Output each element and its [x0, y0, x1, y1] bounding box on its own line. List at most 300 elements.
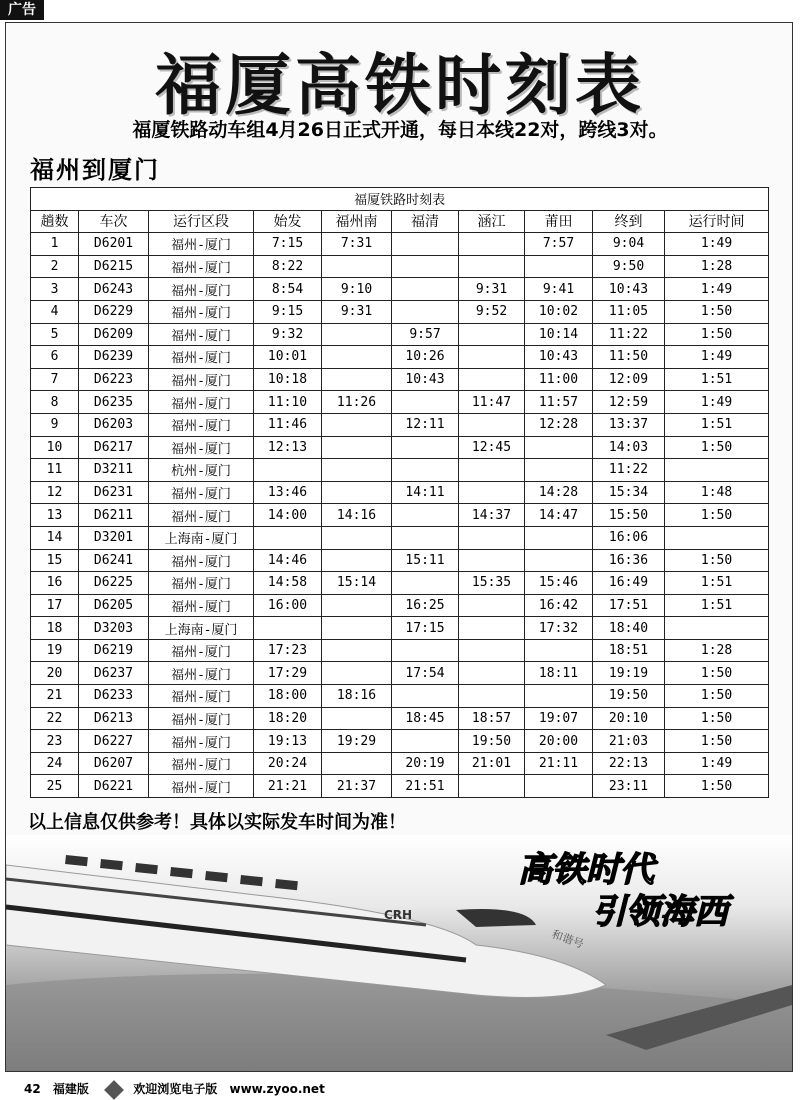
table-cell [525, 549, 593, 572]
table-cell: 11:50 [593, 346, 665, 369]
table-cell: 18:00 [254, 685, 322, 708]
table-cell: 20:00 [525, 730, 593, 753]
table-cell: 14:11 [392, 481, 459, 504]
table-cell: 1:50 [665, 707, 769, 730]
table-cell: 福州-厦门 [149, 707, 254, 730]
table-cell [459, 233, 525, 256]
table-row [31, 255, 769, 278]
table-cell [459, 594, 525, 617]
table-cell [392, 436, 459, 459]
table-cell: 11:05 [593, 300, 665, 323]
table-cell [459, 323, 525, 346]
table-cell: 福州-厦门 [149, 639, 254, 662]
table-cell: 19:13 [254, 730, 322, 753]
table-cell: 8:22 [254, 255, 322, 278]
table-cell: 9:50 [593, 255, 665, 278]
table-cell [392, 255, 459, 278]
table-cell: 17:29 [254, 662, 322, 685]
table-cell [322, 413, 392, 436]
table-cell: 17:54 [392, 662, 459, 685]
table-cell: 14:28 [525, 481, 593, 504]
table-cell: 1:51 [665, 413, 769, 436]
table-cell: 23:11 [593, 775, 665, 798]
table-cell: 14:46 [254, 549, 322, 572]
table-row [31, 459, 769, 482]
table-cell: 14:03 [593, 436, 665, 459]
table-cell: 13:37 [593, 413, 665, 436]
table-cell [254, 526, 322, 549]
table-cell: 10 [31, 436, 79, 459]
column-header: 运行时间 [665, 210, 769, 233]
table-cell: 16:36 [593, 549, 665, 572]
table-cell: 11 [31, 459, 79, 482]
table-cell: 1:48 [665, 481, 769, 504]
table-cell [392, 639, 459, 662]
table-cell: 11:10 [254, 391, 322, 414]
table-cell: 10:01 [254, 346, 322, 369]
table-cell: 1:50 [665, 504, 769, 527]
table-cell: 12:59 [593, 391, 665, 414]
table-cell [392, 459, 459, 482]
table-cell: 21:21 [254, 775, 322, 798]
table-cell: 15 [31, 549, 79, 572]
table-cell: 9:32 [254, 323, 322, 346]
table-cell: 22:13 [593, 752, 665, 775]
table-cell: 福州-厦门 [149, 346, 254, 369]
table-cell [322, 662, 392, 685]
table-cell: 福州-厦门 [149, 752, 254, 775]
page-footer [24, 1080, 333, 1097]
table-cell [392, 504, 459, 527]
table-row [31, 391, 769, 414]
table-row [31, 526, 769, 549]
section-heading: 福州到厦门 [30, 156, 160, 184]
table-cell: 1:28 [665, 255, 769, 278]
table-cell [525, 639, 593, 662]
table-cell [459, 549, 525, 572]
table-cell: 9:04 [593, 233, 665, 256]
table-cell: 8:54 [254, 278, 322, 301]
table-cell [525, 459, 593, 482]
table-cell: 12:09 [593, 368, 665, 391]
table-cell: 7 [31, 368, 79, 391]
welcome-text: 欢迎浏览电子版 [133, 1082, 218, 1096]
table-cell: D6211 [79, 504, 149, 527]
column-header: 涵江 [459, 210, 525, 233]
table-row [31, 685, 769, 708]
table-cell: 15:46 [525, 572, 593, 595]
table-cell: 福州-厦门 [149, 436, 254, 459]
table-cell: 17:51 [593, 594, 665, 617]
table-cell: 2 [31, 255, 79, 278]
table-cell: 14:47 [525, 504, 593, 527]
column-header: 运行区段 [149, 210, 254, 233]
table-cell: 福州-厦门 [149, 278, 254, 301]
table-cell: 1:50 [665, 300, 769, 323]
table-cell: 16:06 [593, 526, 665, 549]
table-cell: 福州-厦门 [149, 549, 254, 572]
table-cell: 20:24 [254, 752, 322, 775]
table-cell: 福州-厦门 [149, 300, 254, 323]
table-cell: 15:50 [593, 504, 665, 527]
table-cell: 4 [31, 300, 79, 323]
train-photo [6, 835, 792, 1071]
table-caption: 福厦铁路时刻表 [31, 188, 769, 211]
table-cell [459, 617, 525, 640]
table-cell [392, 572, 459, 595]
table-cell: D6209 [79, 323, 149, 346]
table-cell: 9:15 [254, 300, 322, 323]
table-cell: 17:23 [254, 639, 322, 662]
table-cell: 11:46 [254, 413, 322, 436]
table-cell: 7:15 [254, 233, 322, 256]
table-cell [665, 459, 769, 482]
table-cell: D6215 [79, 255, 149, 278]
table-row [31, 346, 769, 369]
table-cell: 9 [31, 413, 79, 436]
table-cell [322, 323, 392, 346]
table-cell: 3 [31, 278, 79, 301]
table-cell: 1:49 [665, 278, 769, 301]
table-cell: 9:31 [322, 300, 392, 323]
table-cell: D6241 [79, 549, 149, 572]
table-cell: 22 [31, 707, 79, 730]
table-cell [392, 730, 459, 753]
table-cell: 10:14 [525, 323, 593, 346]
table-cell: 21:01 [459, 752, 525, 775]
table-cell: 9:57 [392, 323, 459, 346]
table-cell [322, 752, 392, 775]
table-cell [665, 617, 769, 640]
table-cell: D6225 [79, 572, 149, 595]
table-cell: 10:02 [525, 300, 593, 323]
table-cell: 上海南-厦门 [149, 526, 254, 549]
table-cell [525, 255, 593, 278]
table-cell [525, 436, 593, 459]
table-cell: 16:00 [254, 594, 322, 617]
table-cell: D6213 [79, 707, 149, 730]
table-cell: D6203 [79, 413, 149, 436]
table-cell: 13 [31, 504, 79, 527]
table-cell: 19:19 [593, 662, 665, 685]
page-title: 福厦高铁时刻表 [155, 46, 645, 124]
table-cell: 16:49 [593, 572, 665, 595]
table-cell [322, 346, 392, 369]
table-cell: D3201 [79, 526, 149, 549]
table-cell [459, 526, 525, 549]
table-cell: 1:49 [665, 346, 769, 369]
table-cell: 1:49 [665, 391, 769, 414]
table-cell: 1:50 [665, 323, 769, 346]
table-cell [392, 526, 459, 549]
table-cell: D6233 [79, 685, 149, 708]
table-row [31, 413, 769, 436]
table-cell: 上海南-厦门 [149, 617, 254, 640]
table-cell: 12:11 [392, 413, 459, 436]
table-cell: 18:57 [459, 707, 525, 730]
table-cell: 18 [31, 617, 79, 640]
table-cell [322, 526, 392, 549]
table-row [31, 639, 769, 662]
table-row [31, 730, 769, 753]
table-cell: 11:22 [593, 323, 665, 346]
table-cell [322, 594, 392, 617]
table-cell: 18:11 [525, 662, 593, 685]
table-cell: 14:16 [322, 504, 392, 527]
table-cell: 6 [31, 346, 79, 369]
table-cell: 5 [31, 323, 79, 346]
train-badge: CRH [384, 908, 413, 922]
table-cell: 福州-厦门 [149, 662, 254, 685]
table-cell: 23 [31, 730, 79, 753]
table-cell [392, 300, 459, 323]
table-row [31, 662, 769, 685]
table-cell: 19:07 [525, 707, 593, 730]
table-cell [322, 436, 392, 459]
table-cell: 16:42 [525, 594, 593, 617]
table-cell: 9:41 [525, 278, 593, 301]
table-cell [392, 391, 459, 414]
table-cell: 1:49 [665, 233, 769, 256]
table-cell: 19:50 [459, 730, 525, 753]
table-cell: 7:31 [322, 233, 392, 256]
table-cell: 福州-厦门 [149, 504, 254, 527]
table-cell: 17 [31, 594, 79, 617]
table-row [31, 481, 769, 504]
table-cell [459, 481, 525, 504]
table-cell [459, 775, 525, 798]
table-cell: 25 [31, 775, 79, 798]
timetable [30, 187, 768, 798]
table-cell: 24 [31, 752, 79, 775]
table-cell [322, 459, 392, 482]
table-cell: 1:51 [665, 594, 769, 617]
table-cell: 1:49 [665, 752, 769, 775]
table-cell: 11:57 [525, 391, 593, 414]
table-cell [459, 459, 525, 482]
table-cell: 21:37 [322, 775, 392, 798]
table-cell: 9:52 [459, 300, 525, 323]
table-cell: 杭州-厦门 [149, 459, 254, 482]
table-cell: D6243 [79, 278, 149, 301]
table-cell: 9:10 [322, 278, 392, 301]
table-row [31, 278, 769, 301]
publisher-logo-icon [104, 1080, 124, 1100]
table-cell: 福州-厦门 [149, 685, 254, 708]
table-cell: 9:31 [459, 278, 525, 301]
table-cell: 14:58 [254, 572, 322, 595]
table-cell: 11:00 [525, 368, 593, 391]
table-cell: 11:26 [322, 391, 392, 414]
table-row [31, 233, 769, 256]
table-cell: 21:03 [593, 730, 665, 753]
table-cell: 15:14 [322, 572, 392, 595]
table-cell: 10:43 [525, 346, 593, 369]
page-number: 42 [24, 1082, 41, 1096]
table-cell: 福州-厦门 [149, 572, 254, 595]
table-cell [392, 278, 459, 301]
table-cell: D6231 [79, 481, 149, 504]
table-cell: D3211 [79, 459, 149, 482]
table-cell: 19:50 [593, 685, 665, 708]
table-row [31, 617, 769, 640]
table-cell: D6207 [79, 752, 149, 775]
table-cell [322, 617, 392, 640]
table-cell [459, 346, 525, 369]
table-cell: 10:43 [392, 368, 459, 391]
table-cell: 福州-厦门 [149, 368, 254, 391]
table-cell: 15:34 [593, 481, 665, 504]
table-cell: 15:35 [459, 572, 525, 595]
table-header-row [31, 210, 769, 233]
train-name: 和谐号 [549, 927, 586, 952]
table-row [31, 323, 769, 346]
table-cell: 10:43 [593, 278, 665, 301]
table-cell: 1:50 [665, 662, 769, 685]
table-cell: 1:50 [665, 685, 769, 708]
table-cell: D3203 [79, 617, 149, 640]
table-cell: D6217 [79, 436, 149, 459]
table-cell: 19 [31, 639, 79, 662]
table-cell: 17:15 [392, 617, 459, 640]
table-row [31, 368, 769, 391]
table-cell: 16 [31, 572, 79, 595]
table-cell: 福州-厦门 [149, 594, 254, 617]
edition-label: 福建版 [52, 1082, 89, 1096]
column-header: 福清 [392, 210, 459, 233]
table-row [31, 504, 769, 527]
table-cell: 20:19 [392, 752, 459, 775]
table-cell [525, 685, 593, 708]
column-header: 车次 [79, 210, 149, 233]
table-cell: 1 [31, 233, 79, 256]
disclaimer-note: 以上信息仅供参考！具体以实际发车时间为准！ [28, 812, 406, 833]
table-row [31, 775, 769, 798]
table-cell: D6237 [79, 662, 149, 685]
table-cell: 福州-厦门 [149, 481, 254, 504]
table-cell: 19:29 [322, 730, 392, 753]
table-cell: 18:40 [593, 617, 665, 640]
table-cell: 18:16 [322, 685, 392, 708]
table-cell: D6223 [79, 368, 149, 391]
slogan-line-2: 引领海西 [592, 892, 728, 932]
table-cell [322, 549, 392, 572]
subtitle: 福厦铁路动车组4月26日正式开通，每日本线22对，跨线3对。 [132, 119, 668, 141]
table-cell [322, 368, 392, 391]
table-cell: 福州-厦门 [149, 391, 254, 414]
column-header: 莆田 [525, 210, 593, 233]
table-cell: 10:26 [392, 346, 459, 369]
table-cell: 福州-厦门 [149, 730, 254, 753]
table-cell: 福州-厦门 [149, 413, 254, 436]
column-header: 始发 [254, 210, 322, 233]
table-cell: 20:10 [593, 707, 665, 730]
column-header: 趟数 [31, 210, 79, 233]
table-cell [392, 685, 459, 708]
table-cell [459, 662, 525, 685]
table-cell: 1:50 [665, 730, 769, 753]
table-cell: 21:11 [525, 752, 593, 775]
table-cell: 1:50 [665, 436, 769, 459]
table-cell: 福州-厦门 [149, 323, 254, 346]
column-header: 终到 [593, 210, 665, 233]
table-cell: 福州-厦门 [149, 255, 254, 278]
table-cell: D6227 [79, 730, 149, 753]
table-cell: D6221 [79, 775, 149, 798]
table-cell: 12:13 [254, 436, 322, 459]
table-cell: 18:45 [392, 707, 459, 730]
table-cell: 福州-厦门 [149, 233, 254, 256]
ad-tag: 广告 [0, 0, 44, 20]
table-cell: D6205 [79, 594, 149, 617]
slogan-line-1: 高铁时代 [518, 850, 654, 890]
table-cell: D6219 [79, 639, 149, 662]
table-row [31, 549, 769, 572]
table-cell: 11:47 [459, 391, 525, 414]
table-cell [459, 639, 525, 662]
column-header: 福州南 [322, 210, 392, 233]
table-cell: D6229 [79, 300, 149, 323]
table-cell [525, 775, 593, 798]
table-cell: 14:00 [254, 504, 322, 527]
table-cell [322, 255, 392, 278]
table-cell: 1:28 [665, 639, 769, 662]
table-cell: 15:11 [392, 549, 459, 572]
table-cell: 14 [31, 526, 79, 549]
table-cell [459, 685, 525, 708]
table-cell: 13:46 [254, 481, 322, 504]
website-link[interactable]: www.zyoo.net [229, 1082, 325, 1096]
table-cell: 福州-厦门 [149, 775, 254, 798]
table-cell [254, 617, 322, 640]
table-cell [459, 413, 525, 436]
table-row [31, 300, 769, 323]
table-cell [459, 255, 525, 278]
table-cell: 11:22 [593, 459, 665, 482]
table-cell [525, 526, 593, 549]
table-cell: 12 [31, 481, 79, 504]
table-cell [322, 707, 392, 730]
table-cell [322, 639, 392, 662]
table-row [31, 752, 769, 775]
table-row [31, 707, 769, 730]
table-row [31, 572, 769, 595]
table-cell: 1:51 [665, 572, 769, 595]
train-illustration [6, 835, 792, 1071]
table-cell: 17:32 [525, 617, 593, 640]
table-cell [254, 459, 322, 482]
table-cell: D6201 [79, 233, 149, 256]
table-cell: 21 [31, 685, 79, 708]
table-cell: 1:51 [665, 368, 769, 391]
table-cell [322, 481, 392, 504]
table-row [31, 436, 769, 459]
table-cell: 20 [31, 662, 79, 685]
table-cell [459, 368, 525, 391]
table-cell: 10:18 [254, 368, 322, 391]
table-cell: 8 [31, 391, 79, 414]
table-cell: 1:50 [665, 549, 769, 572]
table-cell: 16:25 [392, 594, 459, 617]
table-cell: 18:51 [593, 639, 665, 662]
table-cell: 18:20 [254, 707, 322, 730]
table-cell: 12:28 [525, 413, 593, 436]
table-cell: 1:50 [665, 775, 769, 798]
table-cell: 14:37 [459, 504, 525, 527]
table-cell: D6235 [79, 391, 149, 414]
table-cell [392, 233, 459, 256]
table-cell: 21:51 [392, 775, 459, 798]
